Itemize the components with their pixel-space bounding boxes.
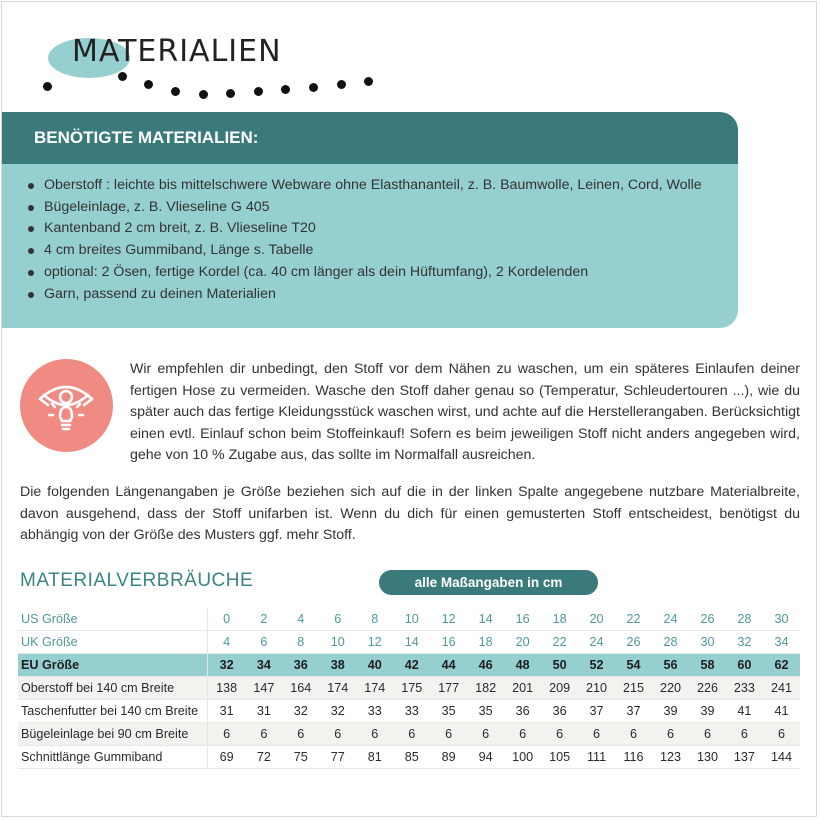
list-item: 4 cm breites Gummiband, Länge s. Tabelle bbox=[28, 240, 738, 262]
decor-dot bbox=[144, 80, 153, 89]
table-cell: 36 bbox=[504, 700, 541, 723]
table-cell: 39 bbox=[689, 700, 726, 723]
list-item: Bügeleinlage, z. B. Vlieseline G 405 bbox=[28, 197, 738, 219]
table-cell: 28 bbox=[652, 631, 689, 654]
table-cell: 37 bbox=[578, 700, 615, 723]
table-cell: 44 bbox=[430, 654, 467, 677]
table-cell: 32 bbox=[282, 700, 319, 723]
decor-dot bbox=[199, 90, 208, 99]
table-cell: 26 bbox=[615, 631, 652, 654]
table-cell: 42 bbox=[393, 654, 430, 677]
list-item: Garn, passend zu deinen Materialien bbox=[28, 284, 738, 306]
page-title: MATERIALIEN bbox=[72, 34, 282, 69]
table-cell: 100 bbox=[504, 746, 541, 769]
table-cell: 32 bbox=[726, 631, 763, 654]
table-cell: 14 bbox=[467, 608, 504, 631]
table-cell: 4 bbox=[208, 631, 246, 654]
decor-dot bbox=[43, 82, 52, 91]
row-label: UK Größe bbox=[18, 631, 208, 654]
table-cell: 22 bbox=[541, 631, 578, 654]
tip-icon-circle bbox=[20, 359, 113, 452]
table-cell: 6 bbox=[393, 723, 430, 746]
table-cell: 20 bbox=[504, 631, 541, 654]
table-cell: 0 bbox=[208, 608, 246, 631]
table-cell: 39 bbox=[652, 700, 689, 723]
table-cell: 41 bbox=[726, 700, 763, 723]
table-cell: 56 bbox=[652, 654, 689, 677]
decor-dot bbox=[309, 83, 318, 92]
table-cell: 174 bbox=[356, 677, 393, 700]
table-cell: 123 bbox=[652, 746, 689, 769]
table-cell: 18 bbox=[467, 631, 504, 654]
table-cell: 6 bbox=[541, 723, 578, 746]
table-cell: 33 bbox=[356, 700, 393, 723]
materials-box bbox=[2, 112, 738, 328]
size-table bbox=[18, 608, 800, 769]
table-cell: 16 bbox=[430, 631, 467, 654]
materials-header: BENÖTIGTE MATERIALIEN: bbox=[2, 112, 738, 164]
table-row bbox=[18, 654, 800, 677]
table-cell: 35 bbox=[467, 700, 504, 723]
table-cell: 34 bbox=[763, 631, 800, 654]
table-cell: 174 bbox=[319, 677, 356, 700]
table-cell: 94 bbox=[467, 746, 504, 769]
table-cell: 182 bbox=[467, 677, 504, 700]
table-cell: 14 bbox=[393, 631, 430, 654]
table-cell: 48 bbox=[504, 654, 541, 677]
table-cell: 209 bbox=[541, 677, 578, 700]
row-label: Bügeleinlage bei 90 cm Breite bbox=[18, 723, 208, 746]
decor-dot bbox=[254, 87, 263, 96]
table-cell: 164 bbox=[282, 677, 319, 700]
table-cell: 6 bbox=[356, 723, 393, 746]
table-cell: 144 bbox=[763, 746, 800, 769]
table-cell: 4 bbox=[282, 608, 319, 631]
table-cell: 41 bbox=[763, 700, 800, 723]
table-cell: 32 bbox=[319, 700, 356, 723]
table-cell: 32 bbox=[208, 654, 246, 677]
row-label: Schnittlänge Gummiband bbox=[18, 746, 208, 769]
table-cell: 31 bbox=[245, 700, 282, 723]
table-row bbox=[18, 677, 800, 700]
table-cell: 52 bbox=[578, 654, 615, 677]
table-cell: 30 bbox=[763, 608, 800, 631]
table-cell: 6 bbox=[578, 723, 615, 746]
table-cell: 38 bbox=[319, 654, 356, 677]
table-cell: 130 bbox=[689, 746, 726, 769]
table-cell: 12 bbox=[356, 631, 393, 654]
unit-badge: alle Maßangaben in cm bbox=[379, 570, 598, 595]
row-label: Taschenfutter bei 140 cm Breite bbox=[18, 700, 208, 723]
table-cell: 6 bbox=[319, 723, 356, 746]
decor-dot bbox=[118, 72, 127, 81]
table-cell: 201 bbox=[504, 677, 541, 700]
table-cell: 6 bbox=[282, 723, 319, 746]
table-cell: 6 bbox=[652, 723, 689, 746]
table-cell: 220 bbox=[652, 677, 689, 700]
table-cell: 54 bbox=[615, 654, 652, 677]
table-cell: 10 bbox=[319, 631, 356, 654]
table-row bbox=[18, 746, 800, 769]
section-title: MATERIALVERBRÄUCHE bbox=[20, 570, 254, 591]
decor-dot bbox=[281, 85, 290, 94]
intro-paragraph: Die folgenden Längenangaben je Größe beziehen sich auf die in der linken Spalte angegebene nutzbare Materialbreite, davon ausgehend, dass der Stoff unifarben ist. Wenn du dich für einen gemusterten Stoff entscheidest, benötigst du abhängig von der Größe des Musters ggf. mehr Stoff. bbox=[20, 484, 800, 544]
table-cell: 89 bbox=[430, 746, 467, 769]
table-cell: 40 bbox=[356, 654, 393, 677]
list-item: optional: 2 Ösen, fertige Kordel (ca. 40 cm länger als dein Hüftumfang), 2 Kordelenden bbox=[28, 262, 738, 284]
decor-dot bbox=[337, 80, 346, 89]
table-row bbox=[18, 608, 800, 631]
table-cell: 77 bbox=[319, 746, 356, 769]
table-cell: 58 bbox=[689, 654, 726, 677]
table-cell: 75 bbox=[282, 746, 319, 769]
table-cell: 175 bbox=[393, 677, 430, 700]
table-cell: 8 bbox=[356, 608, 393, 631]
table-cell: 105 bbox=[541, 746, 578, 769]
table-cell: 85 bbox=[393, 746, 430, 769]
table-cell: 34 bbox=[245, 654, 282, 677]
table-cell: 6 bbox=[430, 723, 467, 746]
table-cell: 10 bbox=[393, 608, 430, 631]
table-cell: 62 bbox=[763, 654, 800, 677]
table-cell: 6 bbox=[615, 723, 652, 746]
table-cell: 2 bbox=[245, 608, 282, 631]
decor-dot bbox=[226, 89, 235, 98]
row-label: US Größe bbox=[18, 608, 208, 631]
table-cell: 50 bbox=[541, 654, 578, 677]
table-cell: 111 bbox=[578, 746, 615, 769]
table-cell: 6 bbox=[319, 608, 356, 631]
table-cell: 215 bbox=[615, 677, 652, 700]
table-row bbox=[18, 723, 800, 746]
table-cell: 6 bbox=[467, 723, 504, 746]
table-cell: 36 bbox=[282, 654, 319, 677]
table-cell: 6 bbox=[763, 723, 800, 746]
table-cell: 37 bbox=[615, 700, 652, 723]
decor-dot bbox=[364, 77, 373, 86]
table-cell: 69 bbox=[208, 746, 246, 769]
table-cell: 138 bbox=[208, 677, 246, 700]
table-cell: 60 bbox=[726, 654, 763, 677]
table-cell: 24 bbox=[578, 631, 615, 654]
materials-list bbox=[2, 164, 738, 305]
table-cell: 24 bbox=[652, 608, 689, 631]
row-label: EU Größe bbox=[18, 654, 208, 677]
table-cell: 26 bbox=[689, 608, 726, 631]
eye-lightbulb-icon bbox=[20, 359, 113, 452]
decor-dot bbox=[171, 87, 180, 96]
table-cell: 233 bbox=[726, 677, 763, 700]
table-cell: 6 bbox=[504, 723, 541, 746]
list-item: Kantenband 2 cm breit, z. B. Vlieseline T20 bbox=[28, 218, 738, 240]
table-cell: 6 bbox=[208, 723, 246, 746]
table-cell: 33 bbox=[393, 700, 430, 723]
table-cell: 36 bbox=[541, 700, 578, 723]
table-cell: 35 bbox=[430, 700, 467, 723]
table-cell: 6 bbox=[726, 723, 763, 746]
table-cell: 116 bbox=[615, 746, 652, 769]
table-row bbox=[18, 631, 800, 654]
table-cell: 20 bbox=[578, 608, 615, 631]
table-cell: 72 bbox=[245, 746, 282, 769]
tip-text: Wir empfehlen dir unbedingt, den Stoff vor dem Nähen zu waschen, um ein späteres Einlaufen deiner fertigen Hose zu vermeiden. Wasche den Stoff daher genau so (Temperatur, Schleudertouren ...), wie du später auch das fertige Kleidungsstück waschen wirst, und achte auf die Herstellerangaben. Berücksichtigt einen evtl. Einlauf schon beim Stoffeinkauf! Sofern es beim jeweiligen Stoff nicht anders angegeben wird, gehe von 10 % Zugabe aus, das sollte im Normalfall ausreichen. bbox=[130, 361, 800, 464]
table-cell: 6 bbox=[689, 723, 726, 746]
table-row bbox=[18, 700, 800, 723]
table-cell: 31 bbox=[208, 700, 246, 723]
table-cell: 81 bbox=[356, 746, 393, 769]
table-cell: 30 bbox=[689, 631, 726, 654]
table-cell: 46 bbox=[467, 654, 504, 677]
table-cell: 241 bbox=[763, 677, 800, 700]
table-cell: 210 bbox=[578, 677, 615, 700]
list-item: Oberstoff : leichte bis mittelschwere Webware ohne Elasthananteil, z. B. Baumwolle, Leinen, Cord, Wolle bbox=[28, 175, 738, 197]
table-cell: 16 bbox=[504, 608, 541, 631]
table-cell: 22 bbox=[615, 608, 652, 631]
table-cell: 8 bbox=[282, 631, 319, 654]
table-cell: 177 bbox=[430, 677, 467, 700]
table-cell: 12 bbox=[430, 608, 467, 631]
table-cell: 6 bbox=[245, 723, 282, 746]
table-cell: 6 bbox=[245, 631, 282, 654]
table-cell: 147 bbox=[245, 677, 282, 700]
table-cell: 18 bbox=[541, 608, 578, 631]
table-cell: 226 bbox=[689, 677, 726, 700]
row-label: Oberstoff bei 140 cm Breite bbox=[18, 677, 208, 700]
table-cell: 28 bbox=[726, 608, 763, 631]
table-cell: 137 bbox=[726, 746, 763, 769]
